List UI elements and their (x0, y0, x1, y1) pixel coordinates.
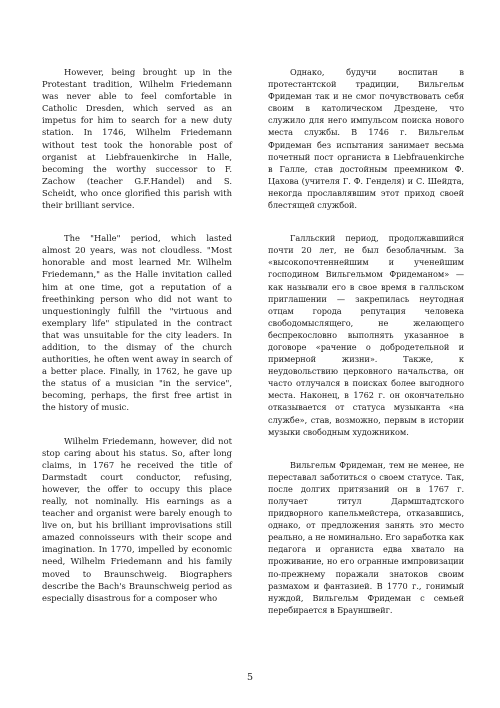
russian-paragraph-1: Однако, будучи воспитан в протестантской традиции, Вильгельм Фридеман так и не смог почувствовать себя своим в католическом Дрездене, что служило для него импульсом поиска нового места службы. В 1746 г. Вильгельм Фридеман без испытания занимает весьма почетный пост органиста в Liebfrauenkirche в Галле, став достойным преемником Ф. Цахова (учителя Г. Ф. Генделя) и С. Шейдта, некогда прославлявшим этот приход своей блестящей службой. (268, 67, 464, 211)
russian-paragraph-2: Галльский период, продолжавшийся почти 20 лет, не был безоблачным. За «высокопочтеннейшим и ученейшим господином Вильгельмом Фридеманом» — как называли его в свое время в галльском приглашении — закрепилась неутодная отцам города репутация человека свободомыслящего, не желающего беспрекословно выполнять указанное в договоре «рачение о добродетельной и примерной жизни». Также, к неудовольствию церковного начальства, он часто отлучался в поисках более выгодного места. Наконец, в 1762 г. он окончательно отказывается от статуса музыканта «на службе», став, возможно, первым в истории музыки свободным художником. (268, 233, 464, 437)
page-number: 5 (246, 672, 254, 683)
english-column (42, 66, 232, 625)
russian-paragraph-3: Вильгельм Фридеман, тем не менее, не переставал заботиться о своем статусе. Так, после долгих притязаний он в 1767 г. получает титул Дармштадтского придворного капельмейстера, отказавшись, однако, от предложения занять это место реально, а не номинально. Его заработка как педагога и органиста едва хватало на проживание, но его огранные импровизации по-прежнему поражали знатоков своим размахом и фантазией. В 1770 г., гонимый нуждой, Вильгельм Фридеман с семьей перебирается в Брауншвейг. (268, 459, 464, 615)
russian-column (268, 66, 464, 637)
english-paragraph-1: However, being brought up in the Protestant tradition, Wilhelm Friedemann was never able to feel comfortable in Catholic Dresden, which served as an impetus for him to search for a new duty station. In 1746, Wilhelm Friedemann without test took the honorable post of organist at Liebfrauenkirche in Halle, becoming the worthy successor to F. Zachow (teacher G.F.Handel) and S. Scheidt, who once glorified this parish with their brilliant service. (42, 67, 232, 211)
english-paragraph-2: The "Halle" period, which lasted almost 20 years, was not cloudless. "Most honorable and most learned Mr. Wilhelm Friedemann," as the Halle invitation called him at one time, got a reputation of a freethinking person who did not want to unquestioningly fulfill the "virtuous and exemplary life" stipulated in the contract that was unsuitable for the city leaders. In addition, to the dismay of the church authorities, he often went away in search of a better place. Finally, in 1762, he gave up the status of a musician "in the service", becoming, perhaps, the first free artist in the history of music. (42, 233, 232, 413)
english-paragraph-3: Wilhelm Friedemann, however, did not stop caring about his status. So, after long claims, in 1767 he received the title of Darmstadt court conductor, refusing, however, the offer to occupy this place really, not nominally. His earnings as a teacher and organist were barely enough to live on, but his brilliant improvisations still amazed connoisseurs with their scope and imagination. In 1770, impelled by economic need, Wilhelm Friedemann and his family moved to Braunschweig. Biographers describe the Bach's Braunschweig period as especially disastrous for a composer who (42, 435, 232, 603)
